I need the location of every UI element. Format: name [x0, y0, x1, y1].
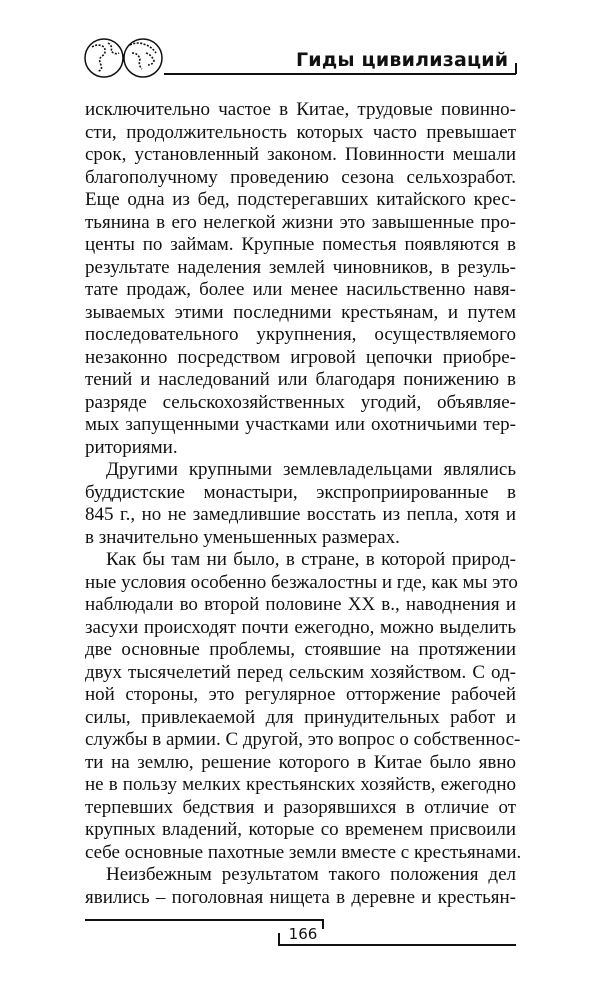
text-line: тьянина в его нелегкой жизни это завышенные про-: [85, 211, 516, 233]
footer-rule-left: [85, 919, 323, 921]
text-line: ные условия особенно безжалостны и где, как мы это: [85, 571, 518, 593]
text-line: последовательного укрупнения, осуществляемого: [85, 324, 516, 345]
text-line: ти на землю, решение которого в Китае было явно: [85, 751, 516, 773]
text-line: сти, продолжительность которых часто превышает: [85, 121, 516, 143]
text-line: незаконно посредством игровой цепочки приобре-: [85, 346, 516, 368]
paragraph: [85, 99, 516, 459]
text-line: явились – поголовная нищета в деревне и крестьян-: [85, 886, 516, 908]
text-line: 845 г., но не замедлившие восстать из пепла, хотя и: [85, 504, 516, 525]
two-globes-icon: [84, 33, 166, 83]
text-line: результате наделения землей чиновников, в резуль-: [85, 256, 516, 278]
text-line: Еще одна из бед, подстерегавших китайского крес-: [85, 189, 516, 210]
text-line: наблюдали во второй половине XX в., наводнения и: [85, 594, 516, 615]
text-line: две основные проблемы, стоявшие на протяжении: [85, 639, 516, 660]
text-line: мых запущенными участками или охотничьими тер-: [85, 414, 516, 435]
series-title: Гиды цивилизаций: [296, 49, 509, 71]
text-line: в значительно уменьшенных размерах.: [85, 526, 400, 548]
text-line: службы в армии. С другой, это вопрос о собственнос-: [85, 729, 521, 750]
text-line: ной стороны, это регулярное отторжение рабочей: [85, 684, 516, 705]
text-line: риториями.: [85, 436, 178, 458]
page-number: 166: [288, 925, 318, 943]
text-line: Как бы там ни было, в стране, в которой природ-: [106, 549, 516, 570]
text-line: срок, установленный законом. Повинности мешали: [85, 144, 516, 165]
header-rule: [164, 73, 516, 75]
text-line: исключительно частое в Китае, трудовые повинно-: [85, 99, 516, 120]
footer-rule-tick: [322, 919, 324, 929]
text-line: тений и наследований или благодаря понижению в: [85, 369, 516, 390]
text-line: терпевших бедствия и разорявшихся в отличие от: [85, 796, 516, 818]
text-line: двух тысячелетий перед сельским хозяйством. С од-: [85, 661, 516, 683]
paragraph: [85, 459, 516, 549]
text-line: Неизбежным результатом такого положения дел: [106, 864, 516, 885]
text-line: не в пользу мелких крестьянских хозяйств, ежегодно: [85, 774, 516, 795]
text-line: засухи происходят почти ежегодно, можно выделить: [85, 616, 516, 638]
text-line: центы по займам. Крупные поместья появляются в: [85, 234, 516, 255]
text-line: Другими крупными землевладельцами являлись: [106, 459, 516, 480]
text-line: крупных владений, которые со временем присвоили: [85, 819, 516, 840]
text-line: силы, привлекаемой для принудительных работ и: [85, 706, 516, 728]
text-line: благополучному проведению сезона сельхозработ.: [85, 166, 516, 188]
text-line: буддистские монастыри, экспроприированные в: [85, 481, 516, 503]
footer-rule-right: [278, 944, 516, 946]
text-line: тате продаж, более или менее насильственно навя-: [85, 279, 516, 300]
text-line: разряде сельскохозяйственных угодий, объявляе-: [85, 391, 516, 413]
body-text: [85, 99, 522, 909]
paragraph: [85, 864, 516, 909]
text-line: зываемых этими последними крестьянам, и путем: [85, 301, 516, 323]
text-line: себе основные пахотные земли вместе с крестьянами.: [85, 841, 522, 863]
paragraph: [85, 549, 522, 864]
header-rule-tick: [515, 63, 517, 74]
